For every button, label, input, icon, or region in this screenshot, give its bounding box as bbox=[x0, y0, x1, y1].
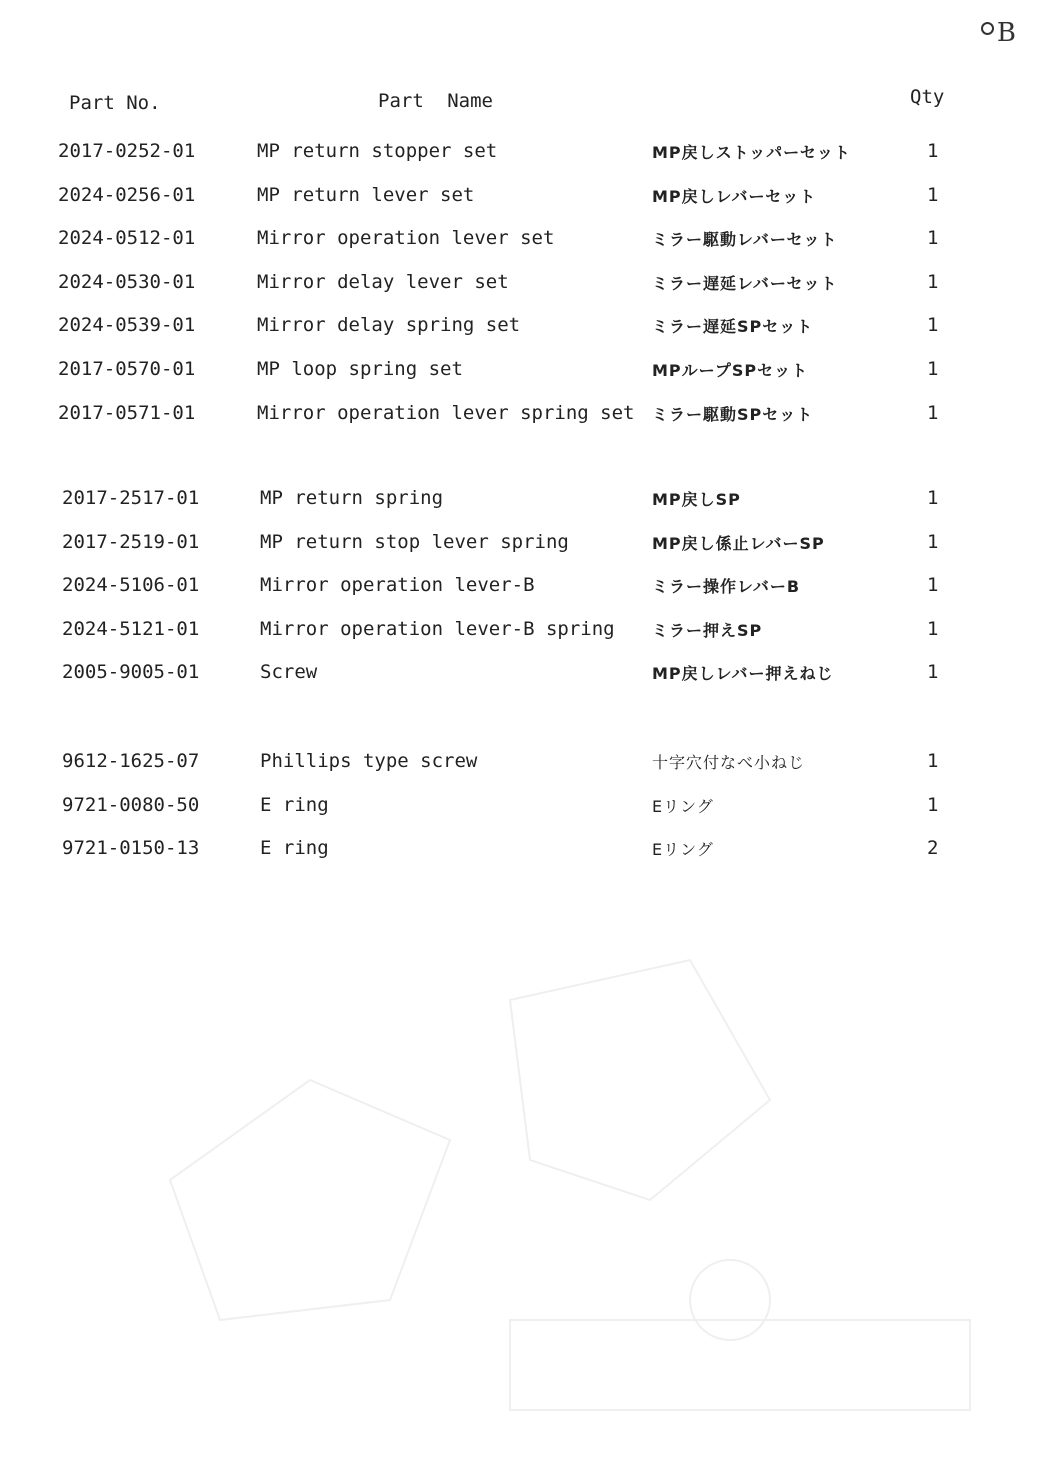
part-name: Screw bbox=[260, 661, 318, 684]
table-row bbox=[0, 661, 1058, 705]
part-number: 2017-0252-01 bbox=[58, 140, 196, 162]
header-qty: Qty bbox=[910, 86, 945, 108]
table-row bbox=[0, 574, 1058, 618]
part-number: 2017-2519-01 bbox=[62, 530, 200, 553]
part-number: 2024-5106-01 bbox=[62, 574, 200, 597]
part-name-jp: ミラー遅延レバーセット bbox=[652, 273, 838, 293]
part-number: 9612-1625-07 bbox=[62, 750, 200, 772]
table-row bbox=[0, 184, 1058, 228]
part-number: 2017-2517-01 bbox=[62, 487, 200, 509]
part-name-jp: MP戻し係止レバーSP bbox=[652, 533, 825, 553]
part-name-jp: MP戻しレバーセット bbox=[652, 186, 817, 206]
part-name: Mirror operation lever-B spring bbox=[260, 617, 615, 640]
part-name-jp: ミラー駆動レバーセット bbox=[652, 230, 838, 250]
part-qty: 1 bbox=[927, 314, 939, 337]
part-number: 2005-9005-01 bbox=[62, 661, 200, 684]
parts-group-3 bbox=[0, 750, 1058, 881]
table-row bbox=[0, 402, 1058, 446]
part-name: MP return stop lever spring bbox=[260, 530, 569, 553]
part-name-jp: MP戻しレバー押えねじ bbox=[652, 664, 834, 684]
part-name: E ring bbox=[260, 837, 329, 860]
part-qty: 1 bbox=[927, 270, 939, 293]
table-header bbox=[0, 86, 1058, 126]
part-qty: 1 bbox=[927, 617, 939, 640]
part-number: 2024-0530-01 bbox=[58, 270, 196, 293]
part-qty: 1 bbox=[927, 140, 939, 162]
part-number: 2017-0571-01 bbox=[58, 401, 196, 424]
part-name: MP loop spring set bbox=[257, 357, 463, 380]
part-number: 2017-0570-01 bbox=[58, 357, 196, 380]
page-mark bbox=[981, 18, 1016, 48]
table-row bbox=[0, 487, 1058, 531]
table-row bbox=[0, 794, 1058, 838]
part-qty: 1 bbox=[927, 227, 939, 250]
part-qty: 1 bbox=[927, 487, 939, 509]
part-number: 2024-0512-01 bbox=[58, 227, 196, 250]
part-name: E ring bbox=[260, 793, 329, 816]
part-name-jp: ミラー駆動SPセット bbox=[652, 404, 814, 424]
table-row bbox=[0, 531, 1058, 575]
parts-group-2 bbox=[0, 487, 1058, 705]
part-qty: 1 bbox=[927, 401, 939, 424]
part-number: 2024-5121-01 bbox=[62, 617, 200, 640]
bleed-through-diagram bbox=[130, 880, 1010, 1440]
part-number: 9721-0150-13 bbox=[62, 837, 200, 860]
part-name-jp: Eリング bbox=[652, 796, 714, 816]
part-name: MP return lever set bbox=[257, 183, 475, 206]
table-row bbox=[0, 271, 1058, 315]
header-part-name: Part Name bbox=[378, 90, 493, 112]
part-name: MP return spring bbox=[260, 487, 444, 509]
table-row bbox=[0, 358, 1058, 402]
part-name: Phillips type screw bbox=[260, 750, 478, 772]
part-qty: 1 bbox=[927, 661, 939, 684]
part-name-jp: ミラー押えSP bbox=[652, 620, 763, 640]
table-row bbox=[0, 140, 1058, 184]
part-qty: 1 bbox=[927, 750, 939, 772]
part-number: 9721-0080-50 bbox=[62, 793, 200, 816]
table-row bbox=[0, 618, 1058, 662]
part-name-jp: MPループSPセット bbox=[652, 360, 809, 380]
page-mark-letter: B bbox=[996, 18, 1016, 48]
table-row bbox=[0, 227, 1058, 271]
table-row bbox=[0, 750, 1058, 794]
table-row bbox=[0, 314, 1058, 358]
part-name-jp: ミラー操作レバーB bbox=[652, 577, 801, 597]
part-name: Mirror operation lever set bbox=[257, 227, 555, 250]
part-name: Mirror delay spring set bbox=[257, 314, 521, 337]
part-qty: 1 bbox=[927, 574, 939, 597]
part-name: Mirror operation lever-B bbox=[260, 574, 535, 597]
parts-group-1 bbox=[0, 140, 1058, 445]
part-name-jp: Eリング bbox=[652, 840, 714, 860]
header-part-no: Part No. bbox=[69, 92, 161, 114]
part-qty: 1 bbox=[927, 357, 939, 380]
part-name: Mirror operation lever spring set bbox=[257, 401, 635, 424]
part-qty: 1 bbox=[927, 183, 939, 206]
part-name-jp: MP戻しSP bbox=[652, 490, 741, 509]
part-qty: 1 bbox=[927, 530, 939, 553]
part-name: MP return stopper set bbox=[257, 140, 498, 162]
table-row bbox=[0, 837, 1058, 881]
part-name: Mirror delay lever set bbox=[257, 270, 509, 293]
part-qty: 2 bbox=[927, 837, 939, 860]
part-number: 2024-0256-01 bbox=[58, 183, 196, 206]
part-qty: 1 bbox=[927, 793, 939, 816]
circle-mark-icon bbox=[981, 22, 994, 35]
part-name-jp: ミラー遅延SPセット bbox=[652, 317, 814, 337]
part-name-jp: 十字穴付なべ小ねじ bbox=[652, 753, 806, 772]
part-name-jp: MP戻しストッパーセット bbox=[652, 143, 851, 162]
part-number: 2024-0539-01 bbox=[58, 314, 196, 337]
